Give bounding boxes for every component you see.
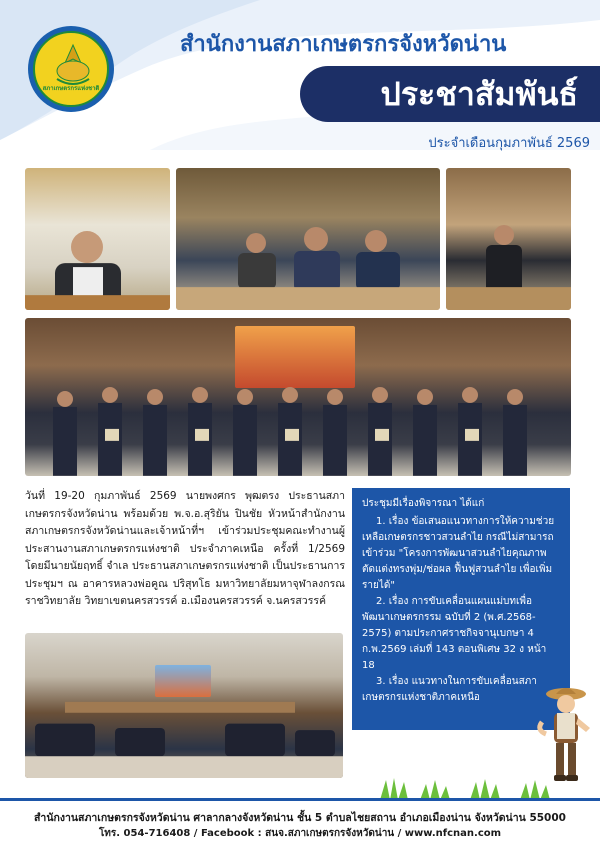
logo-text: สภาเกษตรกรแห่งชาติ (42, 85, 100, 92)
photo-meeting-table (176, 168, 440, 310)
photo-group-gifts (25, 318, 571, 476)
photo-speaker-mic (446, 168, 571, 310)
photo-chairman-speaking (25, 168, 170, 310)
agenda-item: 2. เรื่อง การขับเคลื่อนแผนแม่บทเพื่อพัฒนาเกษตรกรรม ฉบับที่ 2 (พ.ศ.2568-2575) ตามประกาศราชกิจจานุเบกษา 4 ก.พ.2569 เล่มที่ 143 ตอนพิเศษ 32 ง หน้า 18 (362, 596, 547, 671)
footer (0, 798, 600, 849)
issue-month: ประจำเดือนกุมภาพันธ์ 2569 (428, 136, 590, 151)
photo-figures (446, 225, 571, 310)
farmer-mascot-icon (536, 682, 592, 792)
council-logo (28, 26, 114, 112)
emblem-graphic (35, 33, 109, 107)
banner-title: ประชาสัมพันธ์ (380, 74, 578, 113)
council-emblem-icon (33, 31, 109, 107)
footer-contact: โทร. 054-716408 / Facebook : สนจ.สภาเกษตรกรจังหวัดน่าน / www.nfcnan.com (98, 828, 502, 839)
agenda-item: 3. เรื่อง แนวทางในการขับเคลื่อนสภาเกษตรกรแห่งชาติภาคเหนือ (362, 676, 537, 703)
photo-conference-hall (25, 633, 343, 778)
agenda-item: 1. เรื่อง ข้อเสนอแนวทางการให้ความช่วยเหลือเกษตรกรชาวสวนลำไย กรณีไม่สามารถเข้าร่วม "โครงการพัฒนาสวนลำไยคุณภาพ ตัดแต่งทรงพุ่ม/ช่อผล ฟื้นฟูสวนลำไย เพื่อเพิ่มรายได้" (362, 516, 555, 591)
photo-figures (25, 381, 571, 476)
photo-figures (176, 225, 440, 310)
stage-screen (235, 326, 355, 388)
photo-figures (25, 691, 343, 778)
photo-figures (25, 225, 170, 310)
pr-banner (300, 66, 600, 122)
footer-address: สำนักงานสภาเกษตรกรจังหวัดน่าน ศาลากลางจังหวัดน่าน ชั้น 5 ตำบลไชยสถาน อำเภอเมืองน่าน จังหวัดน่าน 55000 (34, 812, 566, 824)
agenda-heading: ประชุมมีเรื่องพิจารณา ได้แก่ (362, 498, 485, 509)
news-paragraph: วันที่ 19-20 กุมภาพันธ์ 2569 นายพงศกร พุฒตรง ประธานสภาเกษตรกรจังหวัดน่าน พร้อมด้วย พ.จ.อ.สุริยัน ปินชัย หัวหน้าสำนักงานสภาเกษตรกรจังหวัดน่านและเจ้าหน้าที่ฯ เข้าร่วมประชุมคณะทำงานผู้ประสานงานสภาเกษตรกรแห่งชาติ ประจำภาคเหนือ ครั้งที่ 1/2569 โดยมีนายนัยฤทธิ์ จำเล ประธานสภาเกษตรกรแห่งชาติ เป็นประธานการประชุมฯ ณ อาคารหลวงพ่อคูณ ปริสุทโธ มหาวิทยาลัยมหาจุฬาลงกรณราชวิทยาลัย วิทยาเขตนครสวรรค์ อ.เมืองนครสวรรค์ จ.นครสวรรค์ (25, 490, 345, 607)
org-title: สำนักงานสภาเกษตรกรจังหวัดน่าน (180, 32, 507, 57)
